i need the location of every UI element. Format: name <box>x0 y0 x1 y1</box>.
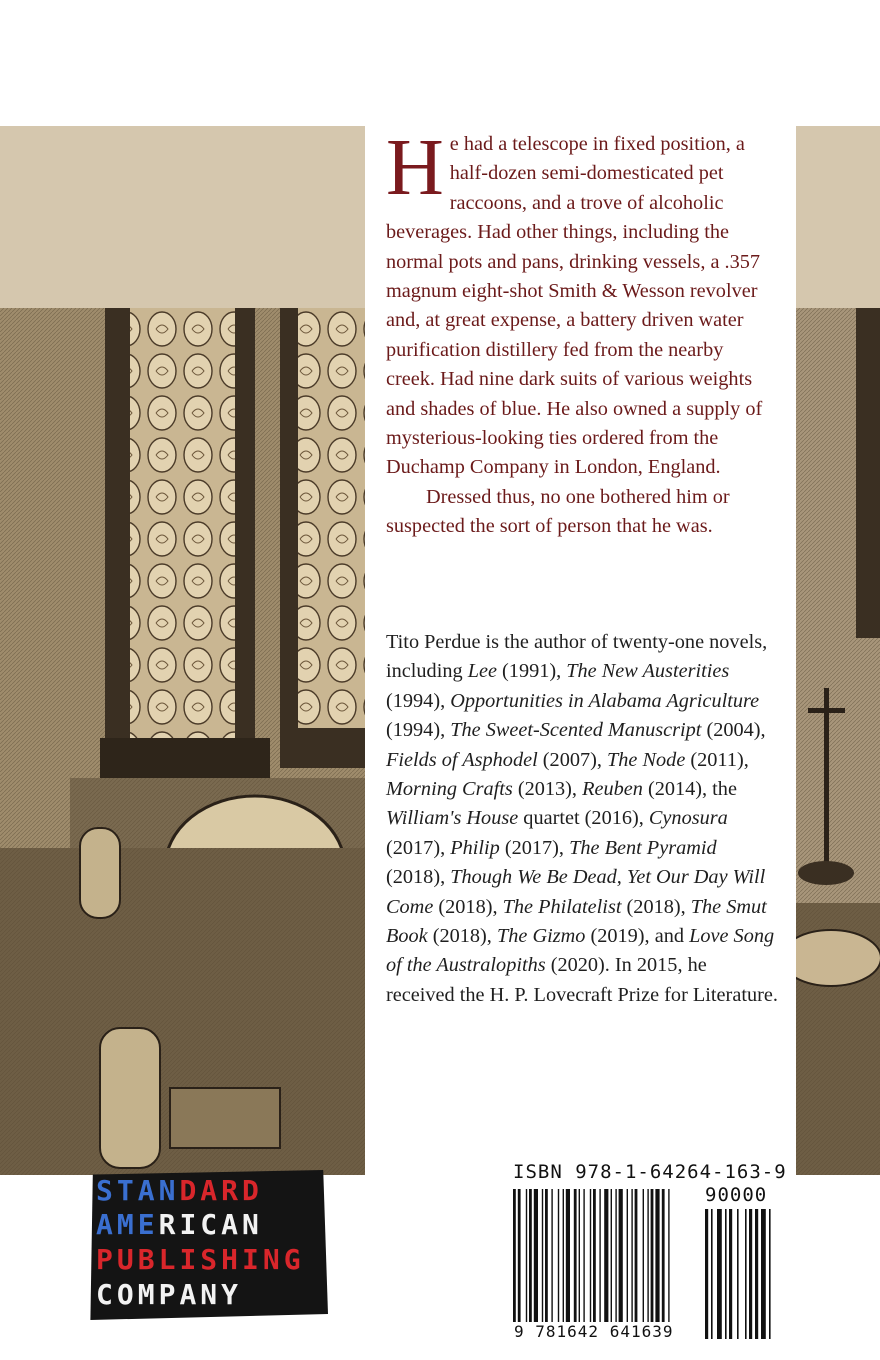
work-title: Philip <box>450 836 500 859</box>
logo-letter: P <box>96 1243 117 1276</box>
barcode-bar <box>611 1189 612 1339</box>
barcode-bar <box>558 1189 559 1339</box>
logo-letter: N <box>262 1243 284 1276</box>
barcode-bar <box>551 1189 552 1339</box>
work-title: The Smut Book <box>386 895 767 948</box>
logo-letter: U <box>116 1243 138 1276</box>
barcode-addon-bar <box>729 1209 732 1339</box>
logo-letter: D <box>242 1174 263 1207</box>
work-title: The Gizmo <box>496 925 586 948</box>
work-title: Reuben <box>582 778 643 801</box>
bio-intro: Tito Perdue is the author of twenty-one novels, including <box>386 631 768 683</box>
barcode-bar <box>615 1189 616 1339</box>
work-title: Though We Be Dead, Yet Our Day Will Come <box>386 866 766 918</box>
logo-letter: L <box>158 1243 180 1276</box>
work-year: (1994), <box>386 719 451 742</box>
logo-letter: O <box>116 1278 138 1311</box>
logo-line-publishing <box>96 1243 305 1276</box>
barcode-addon-bar <box>745 1209 747 1339</box>
logo-letter: A <box>137 1174 159 1207</box>
work-title: Love Song of the Australopiths <box>386 925 775 977</box>
bio-closing: In 2015, he received the H. P. Lovecraft Prize for Literature. <box>386 954 778 1006</box>
barcode-addon-bar <box>769 1209 771 1339</box>
logo-letter: R <box>221 1174 243 1207</box>
barcode-addon-bar <box>717 1209 722 1339</box>
price-code: 90000 <box>705 1184 768 1206</box>
work-title: Morning Crafts <box>386 778 513 801</box>
work-title: Cynosura <box>648 807 728 830</box>
logo-letter: Y <box>221 1278 243 1311</box>
work-year: (2007), <box>537 748 608 771</box>
logo-letter: S <box>96 1174 117 1207</box>
barcode-bar <box>529 1189 532 1339</box>
work-year: (2019), and <box>585 925 690 948</box>
logo-letter: I <box>179 1208 201 1241</box>
work-title: The Bent Pyramid <box>569 836 717 859</box>
barcode-bar <box>574 1189 577 1339</box>
barcode-bar <box>579 1189 580 1339</box>
quartet-post: quartet (2016), <box>518 807 649 830</box>
drop-cap: H <box>386 124 444 212</box>
logo-line-company <box>96 1278 242 1311</box>
excerpt-text <box>386 124 776 542</box>
logo-letter: D <box>179 1174 201 1207</box>
logo-line-standard <box>96 1174 263 1207</box>
work-year: (2004), <box>701 719 766 742</box>
logo-line-american <box>96 1208 263 1241</box>
logo-letter: A <box>179 1278 201 1311</box>
barcode-bar <box>599 1189 600 1339</box>
excerpt-paragraph-2: Dressed thus, no one bothered him or suspected the sort of person that he was. <box>386 485 730 538</box>
work-title: Fields of Asphodel <box>386 748 538 771</box>
barcode-bar <box>513 1189 516 1339</box>
barcode-bar <box>518 1189 521 1339</box>
work-title: Opportunities in Alabama Agriculture <box>450 689 760 712</box>
work-year: (2018), <box>621 895 691 918</box>
barcode-bar <box>566 1189 570 1339</box>
barcode-bar <box>526 1189 527 1339</box>
logo-letter: G <box>283 1243 305 1276</box>
barcode-addon-bar <box>755 1209 758 1339</box>
work-year: (2013), <box>512 778 583 801</box>
logo-letter: A <box>221 1208 243 1241</box>
excerpt-paragraph-1: e had a telescope in fixed position, a half-dozen semi-domesticated pet raccoons, and a trove of alcoholic beverages. Had other things, including the normal pots and pans, drinking vessels, a .357 magnum eight-shot Smith & Wesson revolver and, at great expense, a battery driven water purification distillery fed from the nearby creek. Had nine dark suits of various weights and shades of blue. He also owned a supply of mysterious-looking ties ordered from the Duchamp Company in London, England. <box>386 133 763 479</box>
barcode-bar <box>604 1189 608 1339</box>
isbn-label: ISBN 978-1-64264-163-9 <box>513 1161 787 1183</box>
work-year: (2018), <box>427 925 497 948</box>
barcode-bar <box>545 1189 548 1339</box>
barcode-addon-bar <box>725 1209 727 1339</box>
barcode-digits: 9 781642 641639 <box>514 1322 674 1341</box>
barcode-bar <box>563 1189 564 1339</box>
barcode-bar <box>643 1189 644 1339</box>
engraving-illustration-left <box>0 308 365 1175</box>
logo-letter: C <box>200 1208 222 1241</box>
work-year: (2018), <box>386 866 451 889</box>
logo-letter: H <box>221 1243 243 1276</box>
work-year: (2017), <box>499 836 570 859</box>
work-year: (1991), <box>496 660 567 683</box>
logo-letter: P <box>158 1278 180 1311</box>
barcode-addon-bar <box>761 1209 766 1339</box>
quartet-title: William's House <box>386 807 519 830</box>
barcode-bar <box>590 1189 591 1339</box>
barcode-addon-bar <box>705 1209 708 1339</box>
barcode-bar <box>662 1189 665 1339</box>
barcode-bar <box>583 1189 584 1339</box>
logo-letter: S <box>200 1243 222 1276</box>
barcode-bar <box>647 1189 648 1339</box>
barcode-bar <box>635 1189 638 1339</box>
logo-letter: N <box>200 1278 222 1311</box>
barcode-addon-bar <box>749 1209 752 1339</box>
barcode-bar <box>668 1189 669 1339</box>
logo-letter: N <box>158 1174 180 1207</box>
barcode-bar <box>534 1189 538 1339</box>
logo-letter: B <box>137 1243 159 1276</box>
work-year: (1994), <box>386 689 451 712</box>
quartet-pre: the <box>712 778 737 801</box>
barcode-bar <box>542 1189 543 1339</box>
logo-letter: M <box>137 1278 159 1311</box>
barcode-bar <box>627 1189 628 1339</box>
work-title: The Philatelist <box>502 895 622 918</box>
author-bio <box>386 628 778 1010</box>
barcode-bar <box>593 1189 596 1339</box>
work-year: (2014), <box>642 778 713 801</box>
logo-letter: E <box>137 1208 159 1241</box>
barcode-bar <box>619 1189 623 1339</box>
logo-letter: I <box>242 1243 263 1276</box>
barcode-bar <box>651 1189 654 1339</box>
barcode-bar <box>631 1189 632 1339</box>
work-year: (2011), <box>685 748 749 771</box>
logo-letter: N <box>242 1208 263 1241</box>
logo-letter: C <box>96 1278 117 1311</box>
barcode-addon-bar <box>737 1209 739 1339</box>
barcode-bar <box>655 1189 659 1339</box>
work-year: (2018), <box>433 895 503 918</box>
logo-letter: I <box>179 1243 201 1276</box>
work-title: The Node <box>607 748 686 771</box>
logo-letter: A <box>200 1174 222 1207</box>
logo-letter: R <box>158 1208 180 1241</box>
work-title: Lee <box>467 660 497 683</box>
work-year: (2020). <box>545 954 615 977</box>
logo-letter: M <box>116 1208 138 1241</box>
work-title: The Sweet-Scented Manuscript <box>450 719 702 742</box>
barcode-addon-bar <box>711 1209 713 1339</box>
engraving-illustration-right <box>796 308 880 1175</box>
logo-letter: T <box>116 1174 138 1207</box>
work-year: (2017), <box>386 836 451 859</box>
work-title: The New Austerities <box>566 660 730 683</box>
logo-letter: A <box>96 1208 117 1241</box>
